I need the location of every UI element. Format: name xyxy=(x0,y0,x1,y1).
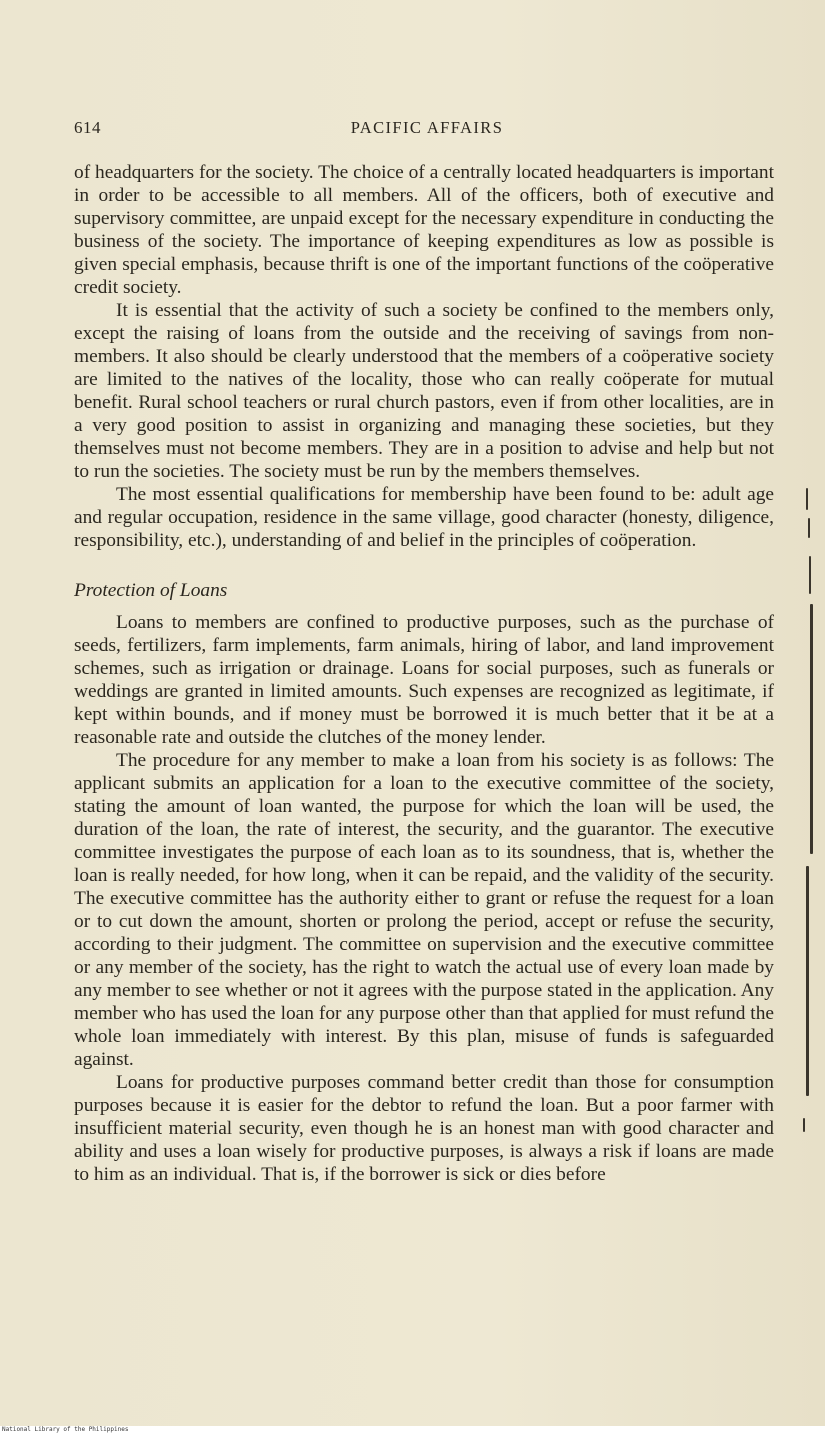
running-head xyxy=(74,118,774,142)
section-heading: Protection of Loans xyxy=(74,580,228,601)
scan-edge-mark xyxy=(808,518,810,538)
journal-title: PACIFIC AFFAIRS xyxy=(350,118,504,137)
scan-edge-mark xyxy=(803,1118,805,1132)
scan-edge-mark xyxy=(809,556,811,594)
article-body xyxy=(74,161,774,1186)
page-number: 614 xyxy=(74,118,101,137)
section-paragraph-1: Loans to members are confined to productive purposes, such as the purchase of seeds, fertilizers, farm implements, farm animals, hiring of labor, and land improvement schemes, such as irrigation or drainage. Loans for social purposes, such as funerals or weddings are granted in limited amounts. Such expenses are recognized as legitimate, if kept within bounds, and if money must be borrowed it is much better that it be at a reasonable rate and outside the clutches of the money lender. xyxy=(74,612,774,748)
section-paragraph-3: Loans for productive purposes command better credit than those for consumption purposes because it is easier for the debtor to refund the loan. But a poor farmer with insufficient material security, even though he is an honest man with good character and ability and uses a loan wisely for productive purposes, is always a risk if loans are made to him as an individual. That is, if the borrower is sick or dies before xyxy=(74,1072,774,1185)
body-paragraph-2: It is essential that the activity of such a society be confined to the members only, except the raising of loans from the outside and the receiving of savings from non-members. It also should be clearly understood that the members of a coöperative society are limited to the natives of the locality, those who can really coöperate for mutual benefit. Rural school teachers or rural church pastors, even if from other localities, are in a very good position to assist in organizing and managing these societies, but they themselves must not become members. They are in a position to advise and help but not to run the societies. The society must be run by the members themselves. xyxy=(74,300,774,482)
body-paragraph-3: The most essential qualifications for membership have been found to be: adult age and regular occupation, residence in the same village, good character (honesty, diligence, responsibility, etc.), understanding of and belief in the principles of coöperation. xyxy=(74,484,774,551)
scan-edge-mark xyxy=(810,604,813,854)
scan-edge-mark xyxy=(806,866,809,1096)
library-credit: National Library of the Philippines xyxy=(2,1426,129,1433)
section-paragraph-2: The procedure for any member to make a loan from his society is as follows: The applicant submits an application for a loan to the executive committee of the society, stating the amount of loan wanted, the purpose for which the loan will be used, the duration of the loan, the rate of interest, the security, and the guarantor. The executive committee investigates the purpose of each loan as to its soundness, that is, whether the loan is really needed, for how long, when it can be repaid, and the validity of the security. The executive committee has the authority either to grant or refuse the request for a loan or to cut down the amount, shorten or prolong the period, accept or refuse the security, according to their judgment. The committee on supervision and the executive committee or any member of the society, has the right to watch the actual use of every loan made by any member to see whether or not it agrees with the purpose stated in the application. Any member who has used the loan for any purpose other than that applied for must refund the whole loan immediately with interest. By this plan, misuse of funds is safeguarded against. xyxy=(74,750,774,1070)
body-paragraph-1: of headquarters for the society. The choice of a centrally located headquarters is important in order to be accessible to all members. All of the officers, both of executive and supervisory committee, are unpaid except for the necessary expenditure in conducting the business of the society. The importance of keeping expenditures as low as possible is given special emphasis, because thrift is one of the important functions of the coöperative credit society. xyxy=(74,162,774,298)
scan-edge-mark xyxy=(806,488,808,510)
